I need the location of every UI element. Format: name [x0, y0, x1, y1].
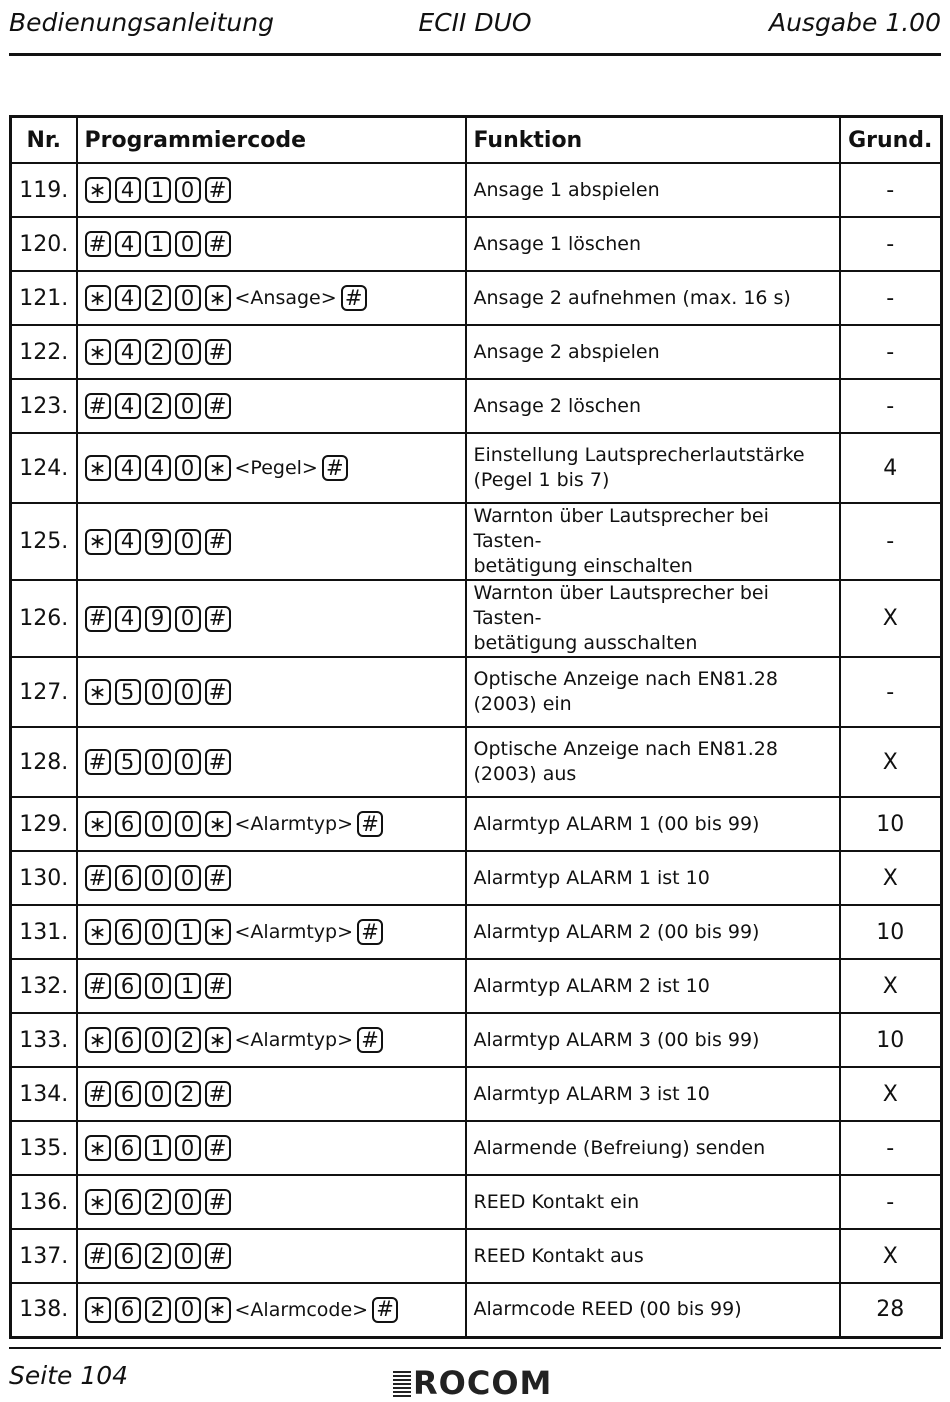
row-function [466, 1175, 840, 1229]
keypad-key: 5 [115, 679, 141, 705]
keypad-key: # [85, 393, 111, 419]
keypad-key: 2 [145, 393, 171, 419]
table-row [11, 959, 942, 1013]
key-sequence [85, 1081, 458, 1107]
row-number: 122. [11, 325, 77, 379]
keypad-key: # [85, 865, 111, 891]
code-parameter: <Alarmtyp> [234, 1029, 353, 1051]
function-line: Ansage 2 abspielen [473, 340, 660, 363]
row-code [77, 797, 466, 851]
row-function [466, 959, 840, 1013]
keypad-key: # [85, 749, 111, 775]
row-number: 126. [11, 580, 77, 657]
row-function [466, 325, 840, 379]
keypad-key: 0 [175, 393, 201, 419]
keypad-key: 6 [115, 973, 141, 999]
key-sequence [85, 529, 458, 555]
keypad-key: 0 [145, 865, 171, 891]
function-line: betätigung ausschalten [473, 632, 698, 654]
function-line: Ansage 1 löschen [473, 232, 642, 255]
row-code [77, 1175, 466, 1229]
keypad-key: 0 [175, 1243, 201, 1269]
function-line: Optische Anzeige nach EN81.28 [473, 738, 778, 760]
row-function [466, 905, 840, 959]
table-row [11, 1121, 942, 1175]
row-number: 121. [11, 271, 77, 325]
keypad-key: 0 [145, 1027, 171, 1053]
row-code [77, 503, 466, 580]
key-sequence [85, 1243, 458, 1269]
key-sequence [85, 973, 458, 999]
keypad-key: ∗ [85, 1189, 111, 1215]
row-default: - [840, 325, 942, 379]
keypad-key: # [357, 1027, 383, 1053]
keypad-key: 0 [175, 749, 201, 775]
column-header-nr: Nr. [11, 117, 77, 164]
row-default: 10 [840, 1013, 942, 1067]
key-sequence [85, 393, 458, 419]
header-product: ECII DUO [418, 8, 532, 37]
key-sequence [85, 865, 458, 891]
keypad-key: 4 [115, 339, 141, 365]
keypad-key: # [205, 973, 231, 999]
row-code [77, 271, 466, 325]
function-line: Alarmtyp ALARM 3 (00 bis 99) [473, 1028, 760, 1051]
row-default: - [840, 1175, 942, 1229]
row-function [466, 1013, 840, 1067]
function-line: REED Kontakt aus [473, 1244, 644, 1267]
row-number: 125. [11, 503, 77, 580]
key-sequence [85, 177, 458, 203]
row-number: 133. [11, 1013, 77, 1067]
key-sequence [85, 919, 458, 945]
keypad-key: 5 [115, 749, 141, 775]
footer-rule [9, 1347, 941, 1349]
function-line: Alarmtyp ALARM 2 (00 bis 99) [473, 920, 760, 943]
column-header-function: Funktion [466, 117, 840, 164]
row-default: 4 [840, 433, 942, 503]
table-header-row [11, 117, 942, 164]
function-line: Alarmtyp ALARM 1 (00 bis 99) [473, 812, 760, 835]
row-default: X [840, 580, 942, 657]
keypad-key: # [205, 339, 231, 365]
keypad-key: 0 [175, 529, 201, 555]
row-number: 136. [11, 1175, 77, 1229]
row-function [466, 1067, 840, 1121]
row-function [466, 1121, 840, 1175]
keypad-key: # [372, 1297, 398, 1323]
table-row [11, 271, 942, 325]
logo-mark-icon [393, 1369, 411, 1397]
table-row [11, 503, 942, 580]
keypad-key: # [205, 1243, 231, 1269]
row-function [466, 163, 840, 217]
keypad-key: ∗ [205, 455, 231, 481]
function-line: (2003) ein [473, 693, 572, 715]
keypad-key: 6 [115, 811, 141, 837]
keypad-key: ∗ [85, 1027, 111, 1053]
key-sequence [85, 231, 458, 257]
row-default: 28 [840, 1283, 942, 1337]
row-code [77, 217, 466, 271]
row-code [77, 959, 466, 1013]
code-parameter: <Ansage> [234, 287, 337, 309]
row-function [466, 271, 840, 325]
keypad-key: # [205, 1135, 231, 1161]
row-code [77, 325, 466, 379]
keypad-key: 0 [145, 811, 171, 837]
row-function [466, 217, 840, 271]
rocom-logo [393, 1364, 552, 1402]
keypad-key: 0 [175, 339, 201, 365]
keypad-key: 0 [175, 1189, 201, 1215]
row-code [77, 1283, 466, 1337]
keypad-key: 1 [175, 919, 201, 945]
header-title: Bedienungsanleitung [9, 8, 274, 37]
keypad-key: 2 [175, 1081, 201, 1107]
row-number: 128. [11, 727, 77, 797]
keypad-key: # [205, 679, 231, 705]
keypad-key: # [205, 749, 231, 775]
table-row [11, 325, 942, 379]
keypad-key: 4 [115, 285, 141, 311]
keypad-key: 0 [175, 679, 201, 705]
keypad-key: 0 [145, 973, 171, 999]
function-line: Optische Anzeige nach EN81.28 [473, 668, 778, 690]
header-rule [9, 53, 941, 56]
row-code [77, 657, 466, 727]
row-number: 134. [11, 1067, 77, 1121]
function-line: betätigung einschalten [473, 555, 693, 577]
keypad-key: 6 [115, 1189, 141, 1215]
function-line: Ansage 1 abspielen [473, 178, 660, 201]
table-row [11, 657, 942, 727]
table-row [11, 727, 942, 797]
keypad-key: ∗ [85, 1297, 111, 1323]
keypad-key: 1 [145, 177, 171, 203]
row-default: X [840, 727, 942, 797]
keypad-key: 1 [145, 1135, 171, 1161]
keypad-key: ∗ [85, 1135, 111, 1161]
keypad-key: # [205, 393, 231, 419]
row-default: - [840, 379, 942, 433]
row-number: 130. [11, 851, 77, 905]
row-code [77, 433, 466, 503]
row-code [77, 1121, 466, 1175]
keypad-key: ∗ [85, 529, 111, 555]
keypad-key: ∗ [85, 177, 111, 203]
row-function [466, 1283, 840, 1337]
row-function [466, 580, 840, 657]
table-row [11, 1229, 942, 1283]
keypad-key: 0 [145, 679, 171, 705]
keypad-key: 1 [175, 973, 201, 999]
keypad-key: ∗ [85, 811, 111, 837]
keypad-key: # [357, 919, 383, 945]
function-line: Ansage 2 löschen [473, 394, 642, 417]
row-number: 119. [11, 163, 77, 217]
function-line: Alarmende (Befreiung) senden [473, 1136, 766, 1159]
code-parameter: <Pegel> [234, 457, 318, 479]
key-sequence [85, 749, 458, 775]
keypad-key: 0 [175, 811, 201, 837]
logo-text: ROCOM [413, 1364, 553, 1402]
keypad-key: # [205, 231, 231, 257]
page-number: Seite 104 [9, 1361, 129, 1390]
keypad-key: 0 [175, 1135, 201, 1161]
row-default: - [840, 217, 942, 271]
row-default: X [840, 1229, 942, 1283]
key-sequence [85, 339, 458, 365]
keypad-key: 4 [115, 231, 141, 257]
keypad-key: 2 [145, 1297, 171, 1323]
keypad-key: ∗ [205, 919, 231, 945]
row-function [466, 379, 840, 433]
function-line: (2003) aus [473, 763, 577, 785]
table-row [11, 1175, 942, 1229]
keypad-key: 0 [175, 285, 201, 311]
table-row [11, 433, 942, 503]
row-code [77, 1229, 466, 1283]
key-sequence [85, 679, 458, 705]
programming-table [9, 115, 943, 1339]
code-parameter: <Alarmtyp> [234, 813, 353, 835]
table-row [11, 163, 942, 217]
row-number: 138. [11, 1283, 77, 1337]
keypad-key: ∗ [205, 285, 231, 311]
function-line: Alarmtyp ALARM 1 ist 10 [473, 866, 710, 889]
keypad-key: 6 [115, 1081, 141, 1107]
keypad-key: # [85, 1243, 111, 1269]
keypad-key: # [85, 1081, 111, 1107]
row-default: X [840, 1067, 942, 1121]
keypad-key: # [85, 606, 111, 632]
row-code [77, 851, 466, 905]
table-row [11, 1067, 942, 1121]
keypad-key: 6 [115, 1135, 141, 1161]
keypad-key: ∗ [85, 455, 111, 481]
keypad-key: # [205, 1189, 231, 1215]
keypad-key: # [205, 1081, 231, 1107]
keypad-key: # [85, 231, 111, 257]
keypad-key: ∗ [85, 679, 111, 705]
keypad-key: 2 [145, 1189, 171, 1215]
keypad-key: ∗ [205, 811, 231, 837]
row-function [466, 503, 840, 580]
key-sequence [85, 455, 458, 481]
table-row [11, 851, 942, 905]
keypad-key: 4 [115, 393, 141, 419]
function-line: Einstellung Lautsprecherlautstärke [473, 444, 805, 466]
code-parameter: <Alarmtyp> [234, 921, 353, 943]
keypad-key: 0 [175, 606, 201, 632]
keypad-key: # [205, 865, 231, 891]
row-number: 120. [11, 217, 77, 271]
keypad-key: ∗ [85, 285, 111, 311]
key-sequence [85, 1135, 458, 1161]
keypad-key: # [322, 455, 348, 481]
key-sequence [85, 1297, 458, 1323]
row-default: - [840, 271, 942, 325]
table-row [11, 217, 942, 271]
row-default: - [840, 1121, 942, 1175]
row-function [466, 851, 840, 905]
keypad-key: 4 [115, 606, 141, 632]
keypad-key: # [205, 177, 231, 203]
table-row [11, 1283, 942, 1337]
key-sequence [85, 811, 458, 837]
keypad-key: 6 [115, 1243, 141, 1269]
row-number: 131. [11, 905, 77, 959]
row-default: 10 [840, 905, 942, 959]
keypad-key: # [205, 529, 231, 555]
function-line: Alarmtyp ALARM 2 ist 10 [473, 974, 710, 997]
column-header-code: Programmiercode [77, 117, 466, 164]
row-default: - [840, 657, 942, 727]
keypad-key: 6 [115, 1297, 141, 1323]
keypad-key: ∗ [85, 919, 111, 945]
row-default: - [840, 163, 942, 217]
keypad-key: ∗ [205, 1297, 231, 1323]
row-default: X [840, 851, 942, 905]
row-default: X [840, 959, 942, 1013]
key-sequence [85, 285, 458, 311]
row-code [77, 379, 466, 433]
row-number: 135. [11, 1121, 77, 1175]
key-sequence [85, 1189, 458, 1215]
keypad-key: 2 [145, 1243, 171, 1269]
keypad-key: # [341, 285, 367, 311]
keypad-key: 4 [115, 177, 141, 203]
keypad-key: 0 [145, 1081, 171, 1107]
keypad-key: 0 [175, 177, 201, 203]
column-header-default: Grund. [840, 117, 942, 164]
row-function [466, 727, 840, 797]
keypad-key: # [357, 811, 383, 837]
keypad-key: 0 [175, 1297, 201, 1323]
row-default: - [840, 503, 942, 580]
keypad-key: 2 [145, 339, 171, 365]
key-sequence [85, 1027, 458, 1053]
keypad-key: 4 [115, 455, 141, 481]
function-line: Ansage 2 aufnehmen (max. 16 s) [473, 286, 791, 309]
row-function [466, 797, 840, 851]
keypad-key: # [85, 973, 111, 999]
row-function [466, 433, 840, 503]
row-code [77, 727, 466, 797]
keypad-key: ∗ [85, 339, 111, 365]
row-number: 132. [11, 959, 77, 1013]
key-sequence [85, 606, 458, 632]
row-code [77, 1013, 466, 1067]
row-code [77, 1067, 466, 1121]
code-parameter: <Alarmcode> [234, 1298, 369, 1321]
keypad-key: 6 [115, 865, 141, 891]
function-line: Warnton über Lautsprecher bei Tasten- [473, 582, 769, 629]
row-number: 123. [11, 379, 77, 433]
row-number: 129. [11, 797, 77, 851]
function-line: Warnton über Lautsprecher bei Tasten- [473, 505, 769, 552]
table-row [11, 580, 942, 657]
table-row [11, 905, 942, 959]
table-body [11, 163, 942, 1337]
keypad-key: 0 [175, 455, 201, 481]
keypad-key: 6 [115, 1027, 141, 1053]
keypad-key: 4 [145, 455, 171, 481]
function-line: REED Kontakt ein [473, 1190, 640, 1213]
keypad-key: 6 [115, 919, 141, 945]
header-edition: Ausgabe 1.00 [768, 8, 941, 37]
row-function [466, 1229, 840, 1283]
row-number: 127. [11, 657, 77, 727]
keypad-key: 9 [145, 529, 171, 555]
keypad-key: 0 [145, 749, 171, 775]
keypad-key: 1 [145, 231, 171, 257]
keypad-key: 0 [175, 231, 201, 257]
row-code [77, 580, 466, 657]
keypad-key: ∗ [205, 1027, 231, 1053]
keypad-key: 4 [115, 529, 141, 555]
keypad-key: 2 [145, 285, 171, 311]
row-number: 137. [11, 1229, 77, 1283]
keypad-key: # [205, 606, 231, 632]
keypad-key: 0 [175, 865, 201, 891]
keypad-key: 9 [145, 606, 171, 632]
row-default: 10 [840, 797, 942, 851]
table-row [11, 379, 942, 433]
row-code [77, 905, 466, 959]
row-function [466, 657, 840, 727]
row-code [77, 163, 466, 217]
function-line: (Pegel 1 bis 7) [473, 469, 610, 491]
row-number: 124. [11, 433, 77, 503]
function-line: Alarmtyp ALARM 3 ist 10 [473, 1082, 710, 1105]
table-row [11, 1013, 942, 1067]
function-line: Alarmcode REED (00 bis 99) [473, 1298, 742, 1321]
table-row [11, 797, 942, 851]
keypad-key: 2 [175, 1027, 201, 1053]
keypad-key: 0 [145, 919, 171, 945]
